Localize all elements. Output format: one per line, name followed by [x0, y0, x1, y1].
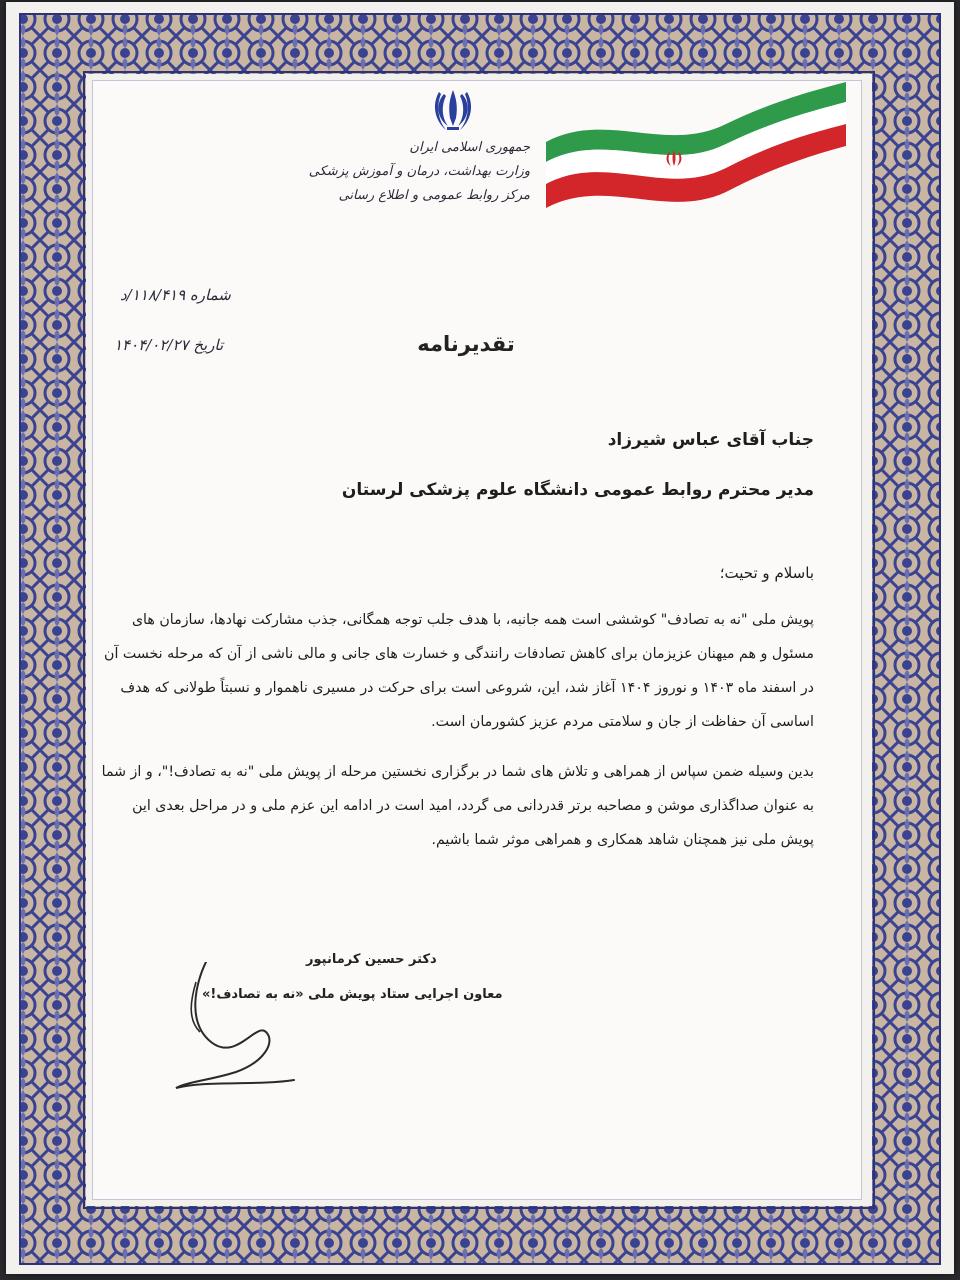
header-ministry: وزارت بهداشت، درمان و آموزش پزشکی: [308, 164, 530, 179]
header-center: مرکز روابط عمومی و اطلاع رسانی: [338, 188, 530, 203]
greeting: باسلام و تحیت؛: [719, 564, 814, 582]
letter-number: شماره ۱۱۸/۴۱۹/د: [120, 286, 231, 304]
paragraph-2-line-2: به عنوان صداگذاری موشن و مصاحبه برتر قدردانی می گردد، امید است در ادامه این عزم ملی و در مراحل بعدی این: [132, 798, 814, 814]
signatory-title: معاون اجرایی ستاد پویش ملی «نه به تصادف!»: [202, 987, 503, 1002]
paragraph-1-line-2: مسئول و هم میهنان عزیزمان برای کاهش تصادفات رانندگی و خسارت های جانی و مالی ناشی از آن که مرحله نخست آن: [104, 646, 814, 662]
letter-date: تاریخ ۱۴۰۴/۰۲/۲۷: [114, 336, 224, 354]
recipient-position: مدیر محترم روابط عمومی دانشگاه علوم پزشکی لرستان: [341, 480, 814, 500]
iran-emblem-icon: [434, 88, 472, 132]
paragraph-1-line-1: پویش ملی "نه به تصادف" کوششی است همه جانبه، با هدف جلب توجه همگانی، جذب مشارکت نهادها، سازمان های: [131, 612, 814, 628]
document-title: تقدیرنامه: [417, 332, 515, 356]
header-country: جمهوری اسلامی ایران: [409, 140, 530, 155]
recipient-name: جناب آقای عباس شیرزاد: [607, 430, 814, 450]
paragraph-1-line-3: در اسفند ماه ۱۴۰۳ و نوروز ۱۴۰۴ آغاز شد، این، شروعی است برای حرکت در مسیری ناهموار و نسبتاً طولانی که هدف: [120, 680, 814, 696]
paragraph-1-line-4: اساسی آن حفاظت از جان و سلامتی مردم عزیز کشورمان است.: [431, 714, 814, 730]
paragraph-2-line-3: پویش ملی نیز همچنان شاهد همکاری و همراهی موثر شما باشیم.: [431, 832, 814, 848]
handwritten-signature: [166, 962, 306, 1092]
paragraph-2-line-1: بدین وسیله ضمن سپاس از همراهی و تلاش های شما در برگزاری نخستین مرحله از پویش ملی "نه به تصادف!"، و از شما: [101, 764, 814, 780]
iran-flag-icon: [546, 80, 846, 216]
certificate-paper: [6, 2, 954, 1274]
signatory-name: دکتر حسین کرمانپور: [306, 952, 437, 967]
